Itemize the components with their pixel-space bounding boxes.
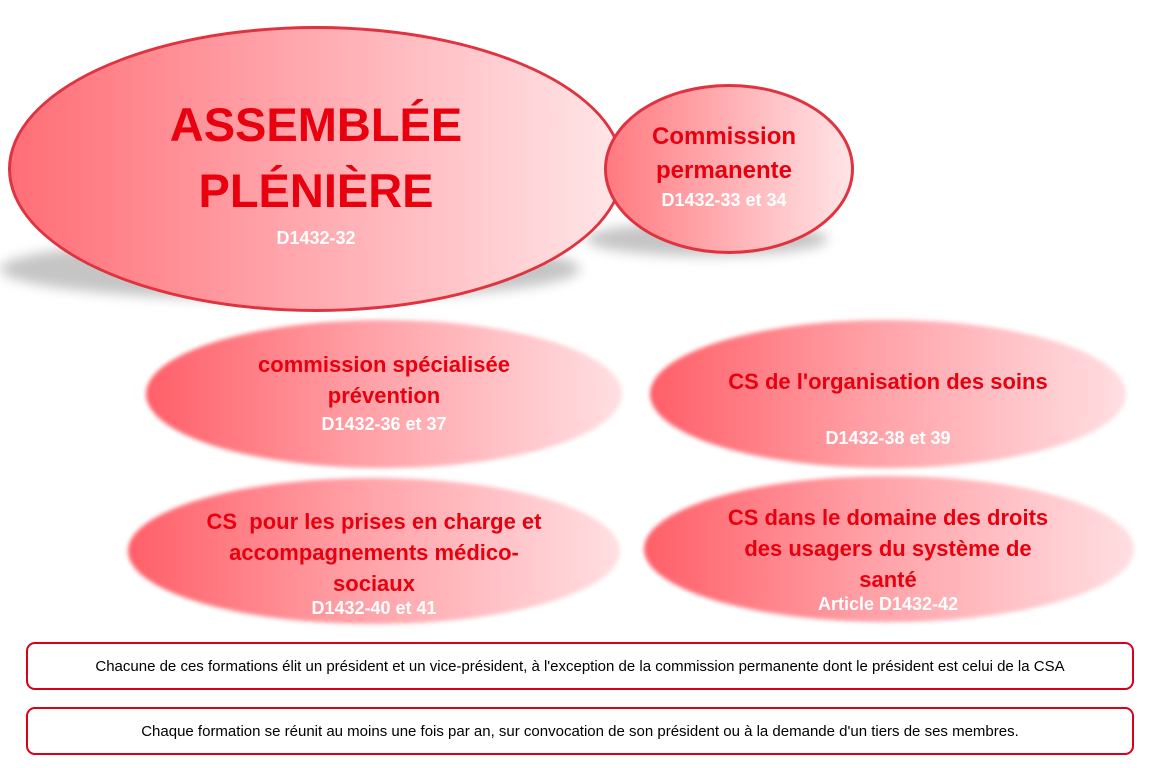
cs-medico-sociaux-title bbox=[174, 506, 574, 599]
cs-medico-sociaux-line2: accompagnements médico- bbox=[229, 540, 519, 565]
assemblee-title-line1: ASSEMBLÉE bbox=[169, 98, 463, 151]
commission-permanente-line1: Commission bbox=[651, 123, 797, 150]
cs-organisation-soins-line1: CS de l'organisation des soins bbox=[728, 369, 1048, 394]
cs-medico-sociaux-ref: D1432-40 et 41 bbox=[311, 598, 437, 618]
commission-permanente-title bbox=[614, 120, 834, 188]
cs-droits-usagers-line1: CS dans le domaine des droits bbox=[727, 505, 1049, 530]
assemblee-title-line2: PLÉNIÈRE bbox=[198, 164, 434, 217]
commission-permanente-ref: D1432-33 et 34 bbox=[661, 190, 787, 210]
note-meeting-frequency bbox=[26, 707, 1134, 755]
cs-prevention-title bbox=[196, 349, 572, 411]
assemblee-pleniere-ref: D1432-32 bbox=[276, 228, 356, 248]
assemblee-pleniere-title bbox=[96, 92, 536, 224]
cs-prevention-line2: prévention bbox=[327, 383, 441, 408]
cs-organisation-soins-ref: D1432-38 et 39 bbox=[825, 428, 951, 448]
note-president-election-text: Chacune de ces formations élit un président et un vice-président, à l'exception de la commission permanente dont le président est celui de la CSA bbox=[95, 657, 1065, 675]
cs-droits-usagers-title bbox=[688, 502, 1088, 595]
cs-droits-usagers-line3: santé bbox=[859, 567, 917, 592]
cs-droits-usagers-line2: des usagers du système de bbox=[744, 536, 1032, 561]
cs-medico-sociaux-line1: CS pour les prises en charge et bbox=[206, 509, 542, 534]
cs-prevention-line1: commission spécialisée bbox=[258, 352, 510, 377]
commission-permanente-line2: permanente bbox=[655, 157, 793, 184]
cs-prevention-ref: D1432-36 et 37 bbox=[321, 414, 447, 434]
cs-droits-usagers-ref: Article D1432-42 bbox=[817, 594, 959, 614]
note-president-election bbox=[26, 642, 1134, 690]
cs-organisation-soins-title bbox=[690, 366, 1086, 397]
cs-medico-sociaux-line3: sociaux bbox=[333, 571, 415, 596]
note-meeting-frequency-text: Chaque formation se réunit au moins une fois par an, sur convocation de son président ou à la demande d'un tiers de ses membres. bbox=[141, 722, 1019, 740]
